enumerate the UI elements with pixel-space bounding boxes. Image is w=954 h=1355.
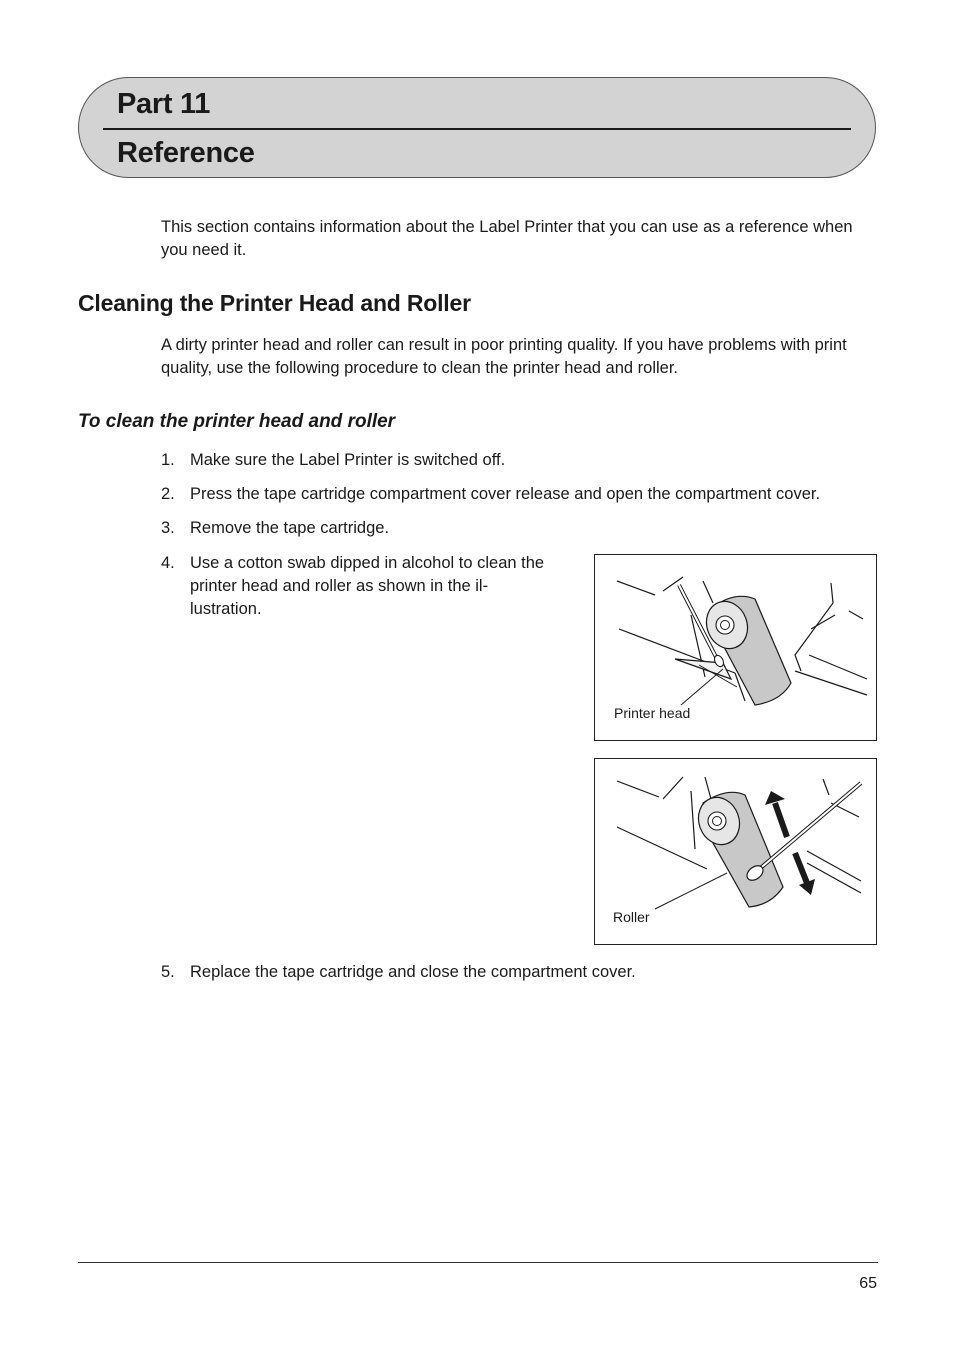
roller-label: Roller [613,909,650,925]
intro-paragraph: This section contains information about the Label Printer that you can use as a reference when you need it. [161,218,853,259]
step-text: Remove the tape cartridge. [190,519,390,537]
step-number: 4. [161,554,175,572]
step-text: Make sure the Label Printer is switched off. [190,451,506,469]
page-number: 65 [859,1275,877,1292]
part-title: Reference [117,137,255,169]
printer-head-label: Printer head [614,705,691,721]
step-number: 2. [161,485,175,503]
part-label: Part 11 [117,88,211,120]
banner-divider [103,128,851,130]
step-text: Press the tape cartridge compartment cover release and open the compartment cover. [190,485,821,503]
step-number: 5. [161,963,175,981]
printer-head-illustration [594,554,877,741]
procedure-heading: To clean the printer head and roller [78,411,396,432]
section-body: A dirty printer head and roller can result in poor printing quality. If you have problems with print quality, use the following procedure to clean the printer head and roller. [161,336,847,377]
step-text: Use a cotton swab dipped in alcohol to clean the printer head and roller as shown in the il-lustration. [190,554,545,618]
roller-illustration [594,758,877,945]
part-banner [78,77,876,178]
section-heading: Cleaning the Printer Head and Roller [78,290,471,316]
footer-divider [78,1262,878,1263]
step-number: 3. [161,519,175,537]
step-number: 1. [161,451,175,469]
step-text: Replace the tape cartridge and close the compartment cover. [190,963,636,981]
